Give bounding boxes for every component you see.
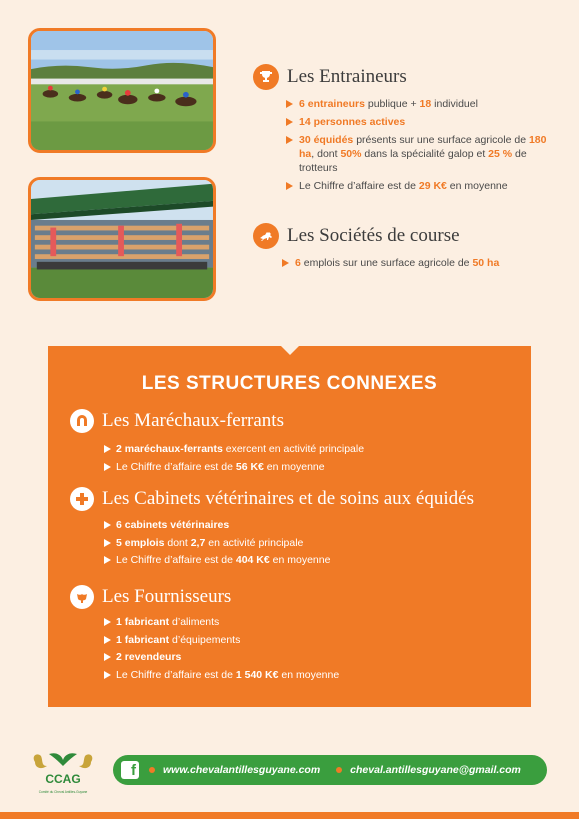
list-item: 2 revendeurs (104, 650, 504, 664)
horse-icon (253, 223, 279, 249)
panel-title: LES STRUCTURES CONNEXES (141, 373, 438, 394)
bullet-dot (149, 767, 155, 773)
entraineurs-title: Les Entraineurs (287, 66, 407, 87)
list-item: Le Chiffre d’affaire est de 56 K€ en moyenne (104, 460, 504, 474)
fournisseurs-list (104, 615, 504, 685)
medical-cross-icon (70, 487, 94, 511)
list-item: Le Chiffre d’affaire est de 404 K€ en moyenne (104, 553, 504, 567)
list-item: 1 fabricant d’équipements (104, 633, 504, 647)
entraineurs-list (286, 97, 556, 197)
svg-text:Comité du Cheval Antilles-Guya: Comité du Cheval Antilles-Guyane (38, 790, 88, 794)
website-link[interactable]: www.chevalantillesguyane.com (163, 764, 321, 776)
societes-heading (253, 223, 460, 249)
bullet-dot (336, 767, 342, 773)
list-item: 14 personnes actives (286, 115, 556, 129)
entraineurs-heading (253, 64, 407, 90)
list-item: 2 maréchaux-ferrants exercent en activité principale (104, 442, 504, 456)
marechaux-title: Les Maréchaux-ferrants (102, 410, 284, 431)
cabinets-title: Les Cabinets vétérinaires et de soins aux équidés (102, 488, 474, 509)
marechaux-heading (70, 409, 284, 433)
fournisseurs-heading (70, 585, 231, 609)
marechaux-list (104, 442, 504, 477)
list-item: 6 cabinets vétérinaires (104, 518, 504, 532)
saddle-icon (70, 585, 94, 609)
list-item: 1 fabricant d’aliments (104, 615, 504, 629)
list-item: 6 emplois sur une surface agricole de 50 ha (282, 256, 552, 270)
svg-text:CCAG: CCAG (45, 772, 81, 786)
ccag-logo (27, 752, 99, 796)
cabinets-list (104, 518, 504, 571)
facebook-icon[interactable]: f (121, 761, 139, 779)
email-link[interactable]: cheval.antillesguyane@gmail.com (350, 764, 521, 776)
societes-list (282, 256, 552, 274)
list-item: 5 emplois dont 2,7 en activité principale (104, 536, 504, 550)
societes-title: Les Sociétés de course (287, 225, 460, 246)
list-item: Le Chiffre d’affaire est de 1 540 K€ en moyenne (104, 668, 504, 682)
list-item: Le Chiffre d’affaire est de 29 K€ en moyenne (286, 179, 556, 193)
fournisseurs-title: Les Fournisseurs (102, 586, 232, 607)
trophy-icon (253, 64, 279, 90)
panel-notch (281, 346, 299, 355)
grandstand-photo (28, 177, 216, 301)
contact-bar (113, 755, 547, 785)
cabinets-heading (70, 487, 474, 511)
horse-race-photo (28, 28, 216, 153)
bottom-strip (0, 812, 579, 819)
horseshoe-icon (70, 409, 94, 433)
list-item: 30 équidés présents sur une surface agricole de 180 ha, dont 50% dans la spécialité galop et 25 % de trotteurs (286, 133, 556, 175)
list-item: 6 entraineurs publique + 18 individuel (286, 97, 556, 111)
